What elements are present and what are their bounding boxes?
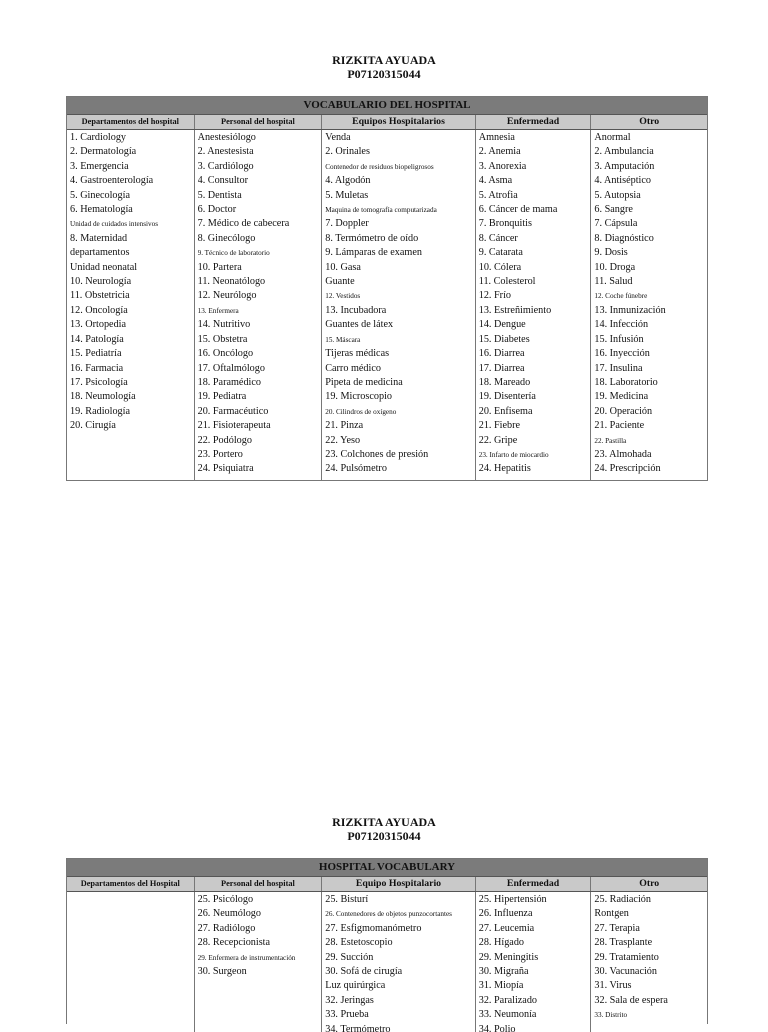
list-item: 9. Lámparas de examen (325, 247, 422, 259)
list-item: 18. Paramédico (197, 376, 261, 388)
list-item: 18. Laboratorio (594, 376, 658, 388)
list-item: 2. Ambulancia (594, 146, 654, 158)
list-item: 12. Oncología (70, 304, 128, 316)
list-item: 15. Diabetes (478, 333, 530, 345)
list-item: Amnesia (478, 132, 515, 143)
list-item: 27. Leucemia (478, 922, 535, 934)
list-item: 23. Almohada (594, 448, 652, 460)
list-item: 12. Neurólogo (197, 290, 257, 302)
student-id-page-2: P07120315044 (347, 829, 421, 843)
list-item: 8. Diagnóstico (594, 232, 654, 244)
list-item: Carro médico (325, 362, 381, 374)
list-item: 27. Esfigmomanómetro (325, 922, 422, 934)
list-item: 8. Ginecólogo (197, 232, 256, 244)
list-item: 10. Neurología (70, 276, 132, 288)
list-item: 12. Coche fúnebre (594, 292, 648, 301)
list-item: 24. Psiquiatra (197, 463, 254, 475)
list-item: 33. Neumonía (478, 1009, 537, 1021)
list-item: 21. Paciente (594, 420, 645, 432)
list-item: 26. Contenedores de objetos punzocortantes (325, 910, 452, 919)
header-equipment: Equipos Hospitalarios (322, 115, 476, 129)
list-item: 30. Migraña (478, 966, 529, 978)
list-item: Guantes de látex (325, 319, 394, 331)
list-item: 2. Dermatología (70, 146, 137, 158)
header-disease: Enfermedad (476, 115, 592, 129)
list-item: 10. Droga (594, 261, 636, 273)
list-item: 32. Sala de espera (594, 994, 668, 1006)
list-item: Contenedor de residuos biopeligrosos (325, 162, 434, 171)
table-body-page-2 (67, 892, 707, 1032)
list-item: 6. Doctor (197, 204, 237, 216)
list-item: 14. Dengue (478, 319, 526, 331)
disease-column (476, 892, 592, 1032)
list-item: 15. Pediatría (70, 348, 122, 360)
list-item: 27. Radiólogo (197, 922, 256, 934)
list-item: 19. Radiología (70, 405, 130, 417)
list-item: 14. Patología (70, 333, 124, 345)
list-item: 29. Meningitis (478, 951, 539, 963)
list-item: 28. Estetoscopio (325, 937, 393, 949)
list-item: 8. Maternidad (70, 232, 128, 244)
list-item: 11. Neonatólogo (197, 276, 266, 288)
list-item: 20. Enfisema (478, 405, 533, 417)
list-item: Guante (325, 276, 355, 288)
list-item: 29. Tratamiento (594, 951, 659, 963)
list-item: 9. Dosis (594, 247, 628, 259)
list-item: 22. Pastilla (594, 436, 627, 445)
list-item: 27. Terapia (594, 922, 640, 934)
list-item: 7. Cápsula (594, 218, 638, 230)
list-item: 30. Vacunación (594, 966, 657, 978)
list-item: 12. Frío (478, 290, 511, 302)
header-disease: Enfermedad (476, 877, 592, 891)
list-item: 18. Mareado (478, 376, 531, 388)
list-item: 1. Cardiology (70, 132, 127, 143)
list-item: 24. Hepatitis (478, 463, 531, 475)
list-item: 4. Antiséptico (594, 175, 651, 187)
list-item: 3. Emergencia (70, 160, 129, 172)
list-item: 7. Doppler (325, 218, 369, 230)
list-item: 9. Técnico de laboratorio (197, 249, 270, 258)
list-item: 17. Psicología (70, 376, 128, 388)
list-item: 11. Obstetricia (70, 290, 130, 302)
list-item: 7. Médico de cabecera (197, 218, 290, 230)
list-item: 32. Jeringas (325, 994, 374, 1006)
list-item: 24. Prescripción (594, 463, 661, 475)
list-item: 13. Ortopedia (70, 319, 127, 331)
list-item: 21. Fiebre (478, 420, 521, 432)
list-item: 28. Hígado (478, 937, 525, 949)
list-item: 4. Gastroenterología (70, 175, 154, 187)
list-item: Venda (325, 132, 351, 143)
list-item: 12. Vestidos (325, 292, 361, 301)
list-item: 9. Catarata (478, 247, 523, 259)
list-item: 2. Anemia (478, 146, 521, 158)
student-name-page-2: RIZKITA AYUADA (332, 815, 436, 829)
header-departments: Departamentos del Hospital (67, 877, 195, 891)
list-item: 11. Colesterol (478, 276, 536, 288)
list-item: 16. Farmacia (70, 362, 124, 374)
list-item: 3. Anorexia (478, 160, 527, 172)
list-item: 20. Cirugía (70, 420, 116, 432)
departments-column (67, 892, 195, 1032)
departments-column (67, 130, 195, 480)
list-item: 29. Enfermera de instrumentación (197, 953, 296, 962)
list-item: Tijeras médicas (325, 348, 390, 360)
list-item: 6. Cáncer de mama (478, 204, 558, 216)
list-item: 21. Fisioterapeuta (197, 420, 271, 432)
list-item: 15. Infusión (594, 333, 644, 345)
list-item: departamentos (70, 247, 130, 259)
list-item: 19. Microscopio (325, 391, 392, 403)
list-item: 5. Ginecología (70, 189, 130, 201)
other-column (591, 130, 707, 480)
list-item: 14. Infección (594, 319, 649, 331)
list-item: 29. Succión (325, 951, 374, 963)
list-item: Anestesiólogo (197, 132, 256, 143)
list-item: Rontgen (594, 908, 629, 920)
header-equipment: Equipo Hospitalario (322, 877, 476, 891)
staff-column (195, 130, 323, 480)
list-item: 19. Disentería (478, 391, 536, 403)
list-item: 23. Portero (197, 448, 243, 460)
list-item: 8. Termómetro de oído (325, 232, 419, 244)
list-item: 16. Oncólogo (197, 348, 254, 360)
list-item: 17. Oftalmólogo (197, 362, 265, 374)
list-item: 26. Influenza (478, 908, 533, 920)
list-item: 25. Psicólogo (197, 894, 254, 905)
header-other: Otro (639, 116, 660, 127)
equipment-column (322, 892, 476, 1032)
list-item: 23. Colchones de presión (325, 448, 429, 460)
list-item: 4. Asma (478, 175, 513, 187)
list-item: 28. Recepcionista (197, 937, 271, 949)
header-staff: Personal del hospital (195, 115, 323, 129)
list-item: 22. Podólogo (197, 434, 252, 446)
list-item: 2. Anestesista (197, 146, 254, 158)
equipment-column (322, 130, 476, 480)
list-item: 15. Máscara (325, 335, 361, 344)
list-item: 25. Bisturí (325, 894, 369, 905)
list-item: 6. Sangre (594, 204, 633, 216)
list-item: 25. Radiación (594, 894, 651, 905)
list-item: 23. Infarto de miocardio (478, 450, 549, 459)
list-item: Pipeta de medicina (325, 376, 403, 388)
list-item: 33. Prueba (325, 1009, 369, 1021)
list-item: 5. Autopsia (594, 189, 641, 201)
list-item: 3. Cardiólogo (197, 160, 254, 172)
list-item: 17. Diarrea (478, 362, 525, 374)
list-item: 5. Atrofia (478, 189, 518, 201)
list-item: 18. Neumología (70, 391, 136, 403)
list-item: 7. Bronquitis (478, 218, 532, 230)
list-item: 28. Trasplante (594, 937, 653, 949)
list-item: 32. Paralizado (478, 994, 538, 1006)
list-item: 33. Distrito (594, 1011, 628, 1020)
table-header-row (67, 115, 707, 130)
list-item: 5. Muletas (325, 189, 369, 201)
list-item: Unidad neonatal (70, 261, 138, 273)
list-item: 22. Gripe (478, 434, 518, 446)
list-item: 31. Miopía (478, 980, 524, 992)
list-item: 10. Partera (197, 261, 242, 273)
list-item: 22. Yeso (325, 434, 361, 446)
list-item: 13. Incubadora (325, 304, 387, 316)
list-item: 4. Algodón (325, 175, 371, 187)
vocabulary-table (66, 96, 708, 481)
staff-column (195, 892, 323, 1032)
table-title-page-2: HOSPITAL VOCABULARY (67, 859, 707, 877)
list-item: 30. Sofá de cirugía (325, 966, 403, 978)
list-item: Anormal (594, 132, 631, 143)
list-item: 21. Pinza (325, 420, 364, 432)
list-item: Unidad de cuidados intensivos (70, 220, 159, 229)
vocabulary-table-page-2 (66, 858, 708, 1032)
list-item: 2. Orinales (325, 146, 370, 158)
disease-column (476, 130, 592, 480)
header-staff: Personal del hospital (195, 877, 323, 891)
list-item: 25. Hipertensión (478, 894, 547, 905)
student-name: RIZKITA AYUADA (332, 53, 436, 67)
header-other: Otro (639, 878, 660, 889)
list-item: 5. Dentista (197, 189, 242, 201)
table-body (67, 130, 707, 480)
list-item: 13. Estreñimiento (478, 304, 552, 316)
list-item: 20. Farmacéutico (197, 405, 269, 417)
list-item: 10. Gasa (325, 261, 361, 273)
list-item: 13. Inmunización (594, 304, 666, 316)
list-item: 10. Cólera (478, 261, 522, 273)
list-item: Luz quirúrgica (325, 980, 386, 992)
list-item: Maquina de tomografía computarizada (325, 206, 437, 215)
table-header-row-page-2 (67, 877, 707, 892)
table-title: VOCABULARIO DEL HOSPITAL (67, 97, 707, 115)
other-column (591, 892, 707, 1032)
list-item: 24. Pulsómetro (325, 463, 387, 475)
list-item: 6. Hematología (70, 204, 133, 216)
list-item: 31. Virus (594, 980, 632, 992)
list-item: 13. Enfermera (197, 306, 239, 315)
list-item: 4. Consultor (197, 175, 248, 187)
list-item: 3. Amputación (594, 160, 655, 172)
list-item: 30. Surgeon (197, 966, 247, 978)
list-item: 34. Termómetro (325, 1023, 391, 1032)
list-item: 19. Medicina (594, 391, 649, 403)
list-item: 16. Inyección (594, 348, 650, 360)
list-item: 8. Cáncer (478, 232, 518, 244)
list-item: 19. Pediatra (197, 391, 247, 403)
list-item: 26. Neumólogo (197, 908, 261, 920)
list-item: 15. Obstetra (197, 333, 248, 345)
list-item: 34. Polio (478, 1023, 516, 1032)
list-item: 17. Insulina (594, 362, 643, 374)
list-item: 20. Cilindros de oxígeno (325, 407, 397, 416)
list-item: 11. Salud (594, 276, 633, 288)
list-item: 16. Diarrea (478, 348, 525, 360)
list-item: 14. Nutritivo (197, 319, 251, 331)
list-item: 20. Operación (594, 405, 653, 417)
student-id: P07120315044 (347, 67, 421, 81)
header-departments: Departamentos del hospital (67, 115, 195, 129)
